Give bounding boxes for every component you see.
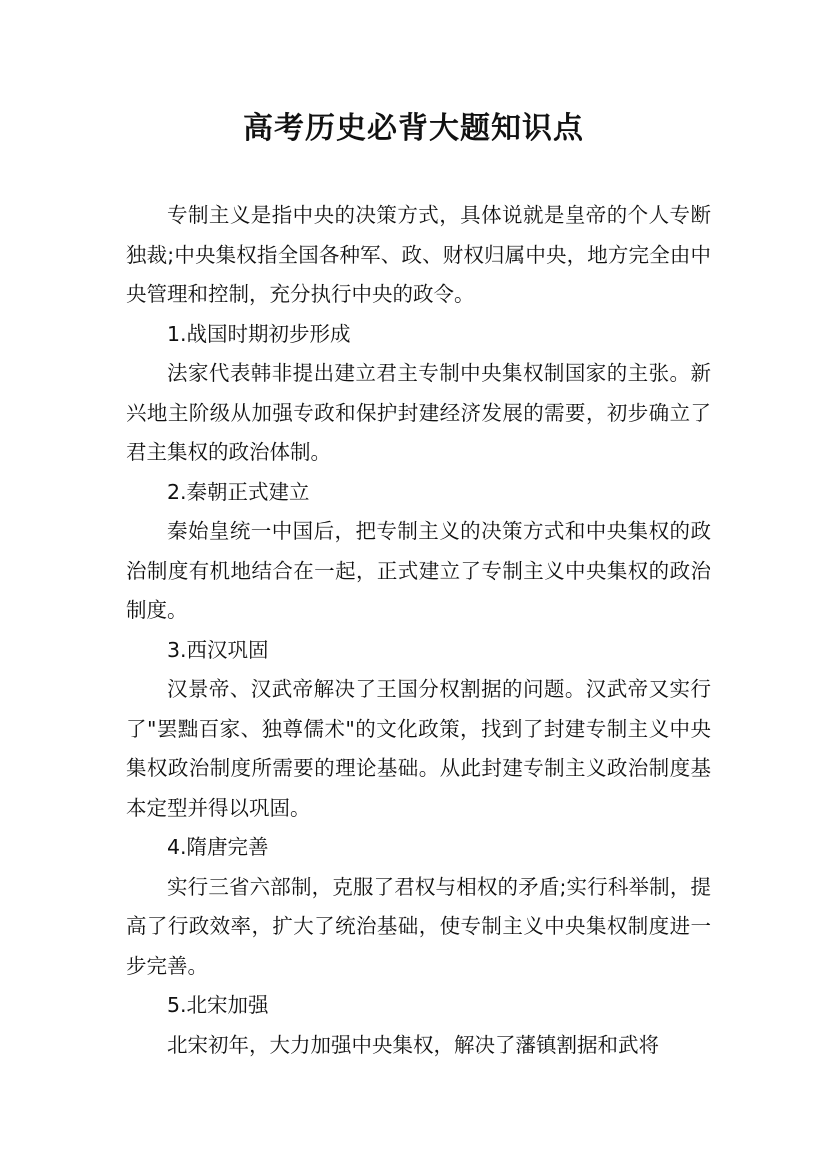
section-heading-5: 5.北宋加强 <box>167 993 269 1017</box>
section-paragraph-2: 秦始皇统一中国后，把专制主义的决策方式和中央集权的政治制度有机地结合在一起，正式建立了专制主义中央集权的政治制度。 <box>126 519 711 622</box>
section-paragraph-3: 汉景帝、汉武帝解决了王国分权割据的问题。汉武帝又实行了"罢黜百家、独尊儒术"的文化政策，找到了封建专制主义中央集权政治制度所需要的理论基础。从此封建专制主义政治制度基本定型并得以巩固。 <box>126 677 711 820</box>
section-heading-2: 2.秦朝正式建立 <box>167 479 310 504</box>
page-title: 高考历史必背大题知识点 <box>243 111 584 146</box>
section-heading-3: 3.西汉巩固 <box>167 637 269 662</box>
section-heading-1: 1.战国时期初步形成 <box>167 321 351 346</box>
section-heading-4: 4.隋唐完善 <box>167 835 269 859</box>
document-body <box>126 196 711 1065</box>
section-paragraph-5: 北宋初年，大力加强中央集权，解决了藩镇割据和武将 <box>167 1032 659 1057</box>
intro-paragraph: 专制主义是指中央的决策方式，具体说就是皇帝的个人专断独裁;中央集权指全国各种军、政、财权归属中央，地方完全由中央管理和控制，充分执行中央的政令。 <box>126 203 711 306</box>
section-paragraph-4: 实行三省六部制，克服了君权与相权的矛盾;实行科举制，提高了行政效率，扩大了统治基础，使专制主义中央集权制度进一步完善。 <box>126 874 711 978</box>
section-paragraph-1: 法家代表韩非提出建立君主专制中央集权制国家的主张。新兴地主阶级从加强专政和保护封建经济发展的需要，初步确立了君主集权的政治体制。 <box>126 361 711 464</box>
